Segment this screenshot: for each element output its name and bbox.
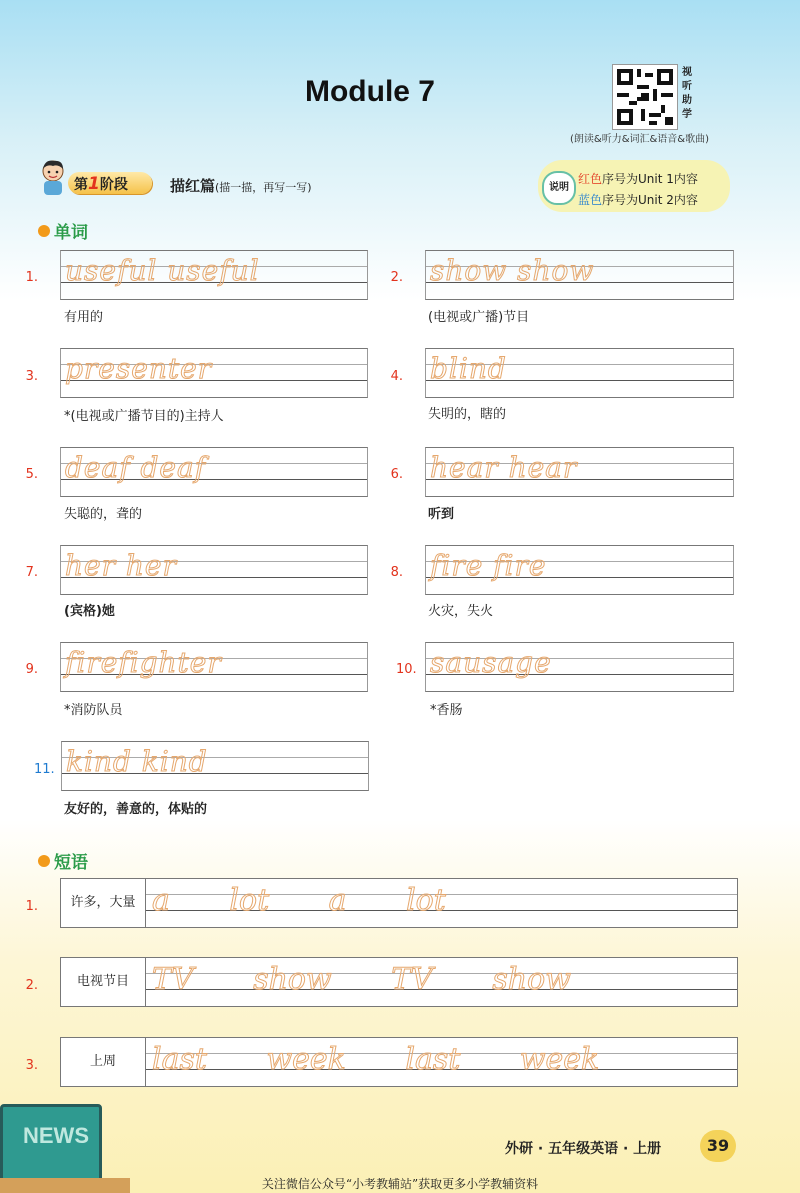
trace-word: kind kind — [66, 745, 208, 778]
word-meaning: (宾格)她 — [64, 604, 115, 619]
word-number: 8. — [390, 565, 403, 580]
phrase-number: 1. — [25, 899, 38, 914]
word-number: 9. — [25, 662, 38, 677]
handwriting-lines[interactable] — [146, 958, 737, 1006]
word-meaning: 火灾，失火 — [428, 604, 494, 619]
word-number: 6. — [390, 467, 403, 482]
phrase-number: 3. — [25, 1058, 38, 1073]
handwriting-lines[interactable] — [425, 642, 734, 692]
phrase-number: 2. — [25, 978, 38, 993]
phrase-row[interactable] — [60, 957, 738, 1007]
words-heading: 单词 — [38, 218, 88, 243]
phrase-meaning: 许多，大量 — [61, 879, 146, 927]
bullet-dot-icon — [38, 225, 50, 237]
word-number: 5. — [25, 467, 38, 482]
handwriting-lines[interactable] — [60, 545, 368, 595]
word-meaning: *(电视或广播节目的)主持人 — [64, 409, 224, 424]
handwriting-lines[interactable] — [146, 1038, 737, 1086]
trace-word: show show — [430, 254, 595, 287]
note-line-unit1: 红色序号为Unit 1内容 — [578, 172, 698, 186]
note-line-unit2: 蓝色序号为Unit 2内容 — [578, 193, 698, 207]
qr-caption: (朗读&听力&词汇&语音&歌曲) — [570, 134, 709, 145]
handwriting-lines[interactable] — [60, 642, 368, 692]
trace-word: firefighter — [65, 646, 222, 679]
news-tv-illustration — [0, 1104, 102, 1182]
handwriting-lines[interactable] — [146, 879, 737, 927]
module-title: Module 7 — [304, 75, 435, 108]
word-meaning: 友好的，善意的，体贴的 — [64, 802, 208, 817]
word-meaning: 有用的 — [64, 310, 104, 325]
trace-word: sausage — [430, 646, 552, 679]
stage-label: 第1阶段 — [74, 174, 128, 194]
word-number: 1. — [25, 270, 38, 285]
section-name: 描红篇(描一描，再写一写) — [170, 177, 312, 195]
word-meaning: (电视或广播)节目 — [428, 310, 530, 325]
word-meaning: *香肠 — [430, 703, 463, 718]
phrase-row[interactable] — [60, 878, 738, 928]
handwriting-lines[interactable] — [60, 250, 368, 300]
trace-phrase: a lot a lot — [152, 883, 446, 918]
phrase-row[interactable] — [60, 1037, 738, 1087]
word-number: 11. — [34, 762, 55, 777]
trace-word: presenter — [65, 352, 213, 385]
trace-word: hear hear — [430, 451, 578, 484]
note-label: 说明 — [542, 171, 576, 205]
word-meaning: *消防队员 — [64, 703, 123, 718]
word-number: 7. — [25, 565, 38, 580]
word-meaning: 失聪的，聋的 — [64, 507, 143, 522]
handwriting-lines[interactable] — [60, 447, 368, 497]
stage-badge — [36, 158, 154, 198]
trace-word: deaf deaf — [65, 451, 207, 484]
news-label: NEWS — [23, 1123, 89, 1148]
handwriting-lines[interactable] — [60, 348, 368, 398]
qr-side-label: 视 听 助 学 — [682, 67, 692, 120]
trace-word: blind — [430, 352, 507, 385]
handwriting-lines[interactable] — [61, 741, 369, 791]
word-number: 2. — [390, 270, 403, 285]
word-number: 10. — [396, 662, 417, 677]
trace-word: useful useful — [65, 254, 260, 287]
phrases-heading: 短语 — [38, 848, 88, 873]
trace-word: fire fire — [430, 549, 547, 582]
section-subtitle: (描一描，再写一写) — [215, 181, 312, 194]
handwriting-lines[interactable] — [425, 250, 734, 300]
handwriting-lines[interactable] — [425, 447, 734, 497]
word-meaning: 失明的，瞎的 — [428, 407, 507, 422]
phrase-meaning: 电视节目 — [61, 958, 146, 1006]
word-number: 4. — [390, 369, 403, 384]
trace-phrase: last week last week — [152, 1042, 600, 1077]
trace-phrase: TV show TV show — [152, 962, 571, 997]
wechat-note: 关注微信公众号“小考教辅站”获取更多小学教辅资料 — [261, 1177, 539, 1191]
trace-word: her her — [65, 549, 177, 582]
qr-code-icon[interactable] — [612, 64, 678, 130]
student-mascot-icon — [36, 158, 72, 198]
handwriting-lines[interactable] — [425, 545, 734, 595]
note-box — [538, 160, 730, 212]
book-title: 外研 · 五年级英语 · 上册 — [505, 1141, 662, 1157]
phrase-meaning: 上周 — [61, 1038, 146, 1086]
handwriting-lines[interactable] — [425, 348, 734, 398]
bullet-dot-icon — [38, 855, 50, 867]
word-meaning: 听到 — [428, 507, 455, 522]
word-number: 3. — [25, 369, 38, 384]
page-number: 39 — [700, 1130, 736, 1162]
